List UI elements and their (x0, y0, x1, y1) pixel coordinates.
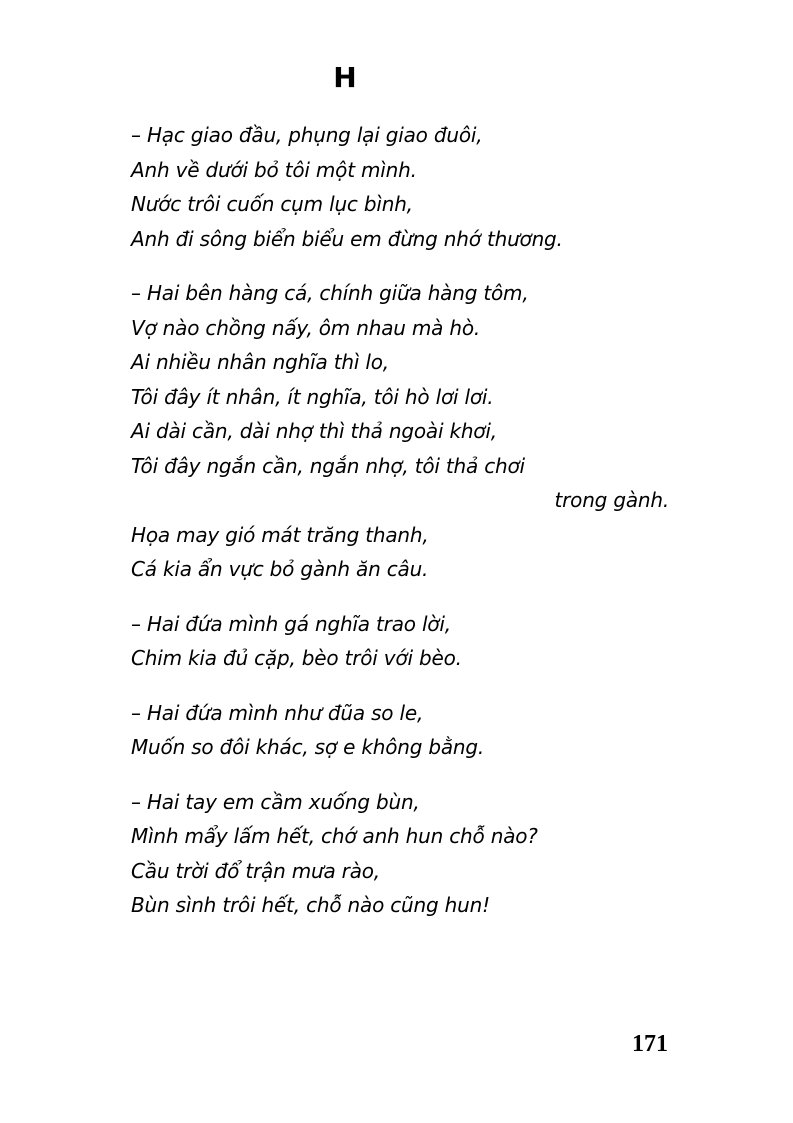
page-number: 171 (632, 1031, 668, 1057)
section-heading: H (333, 61, 357, 94)
poem-line: Ai dài cần, dài nhợ thì thả ngoài khơi, (131, 419, 497, 443)
poem-line: – Hạc giao đầu, phụng lại giao đuôi, (131, 123, 483, 147)
poem-line: Nước trôi cuốn cụm lục bình, (131, 192, 413, 216)
poem-line-continuation: trong gành. (554, 488, 669, 512)
poem-line: Vợ nào chồng nấy, ôm nhau mà hò. (131, 315, 481, 340)
poem-line: Ai nhiều nhân nghĩa thì lo, (131, 350, 389, 374)
stanza-1 (131, 118, 691, 256)
stanza-5 (131, 785, 691, 923)
poem-line: Cá kia ẩn vực bỏ gành ăn câu. (131, 557, 429, 581)
poem-line: Tôi đây ít nhân, ít nghĩa, tôi hò lơi lơi. (131, 384, 494, 409)
poem-line: – Hai bên hàng cá, chính giữa hàng tôm, (131, 281, 529, 305)
poem-line: – Hai đứa mình gá nghĩa trao lời, (131, 611, 451, 636)
poem-line: Chim kia đủ cặp, bèo trôi với bèo. (131, 646, 462, 670)
poem-line: – Hai đứa mình như đũa so le, (131, 700, 424, 725)
stanza-2 (131, 276, 691, 587)
stanza-3 (131, 607, 691, 676)
poem-line: Anh về dưới bỏ tôi một mình. (131, 157, 417, 182)
poem-line: Mình mẩy lấm hết, chớ anh hun chỗ nào? (131, 824, 538, 848)
poem-line: Họa may gió mát trăng thanh, (131, 522, 429, 547)
poem-line: Tôi đây ngắn cần, ngắn nhợ, tôi thả chơi (131, 453, 525, 478)
poem-line: Anh đi sông biển biểu em đừng nhớ thương. (131, 226, 563, 251)
poem-line: Cầu trời đổ trận mưa rào, (131, 858, 380, 883)
poem-line: Bùn sình trôi hết, chỗ nào cũng hun! (131, 893, 490, 917)
stanza-4 (131, 696, 691, 765)
poem-line: – Hai tay em cầm xuống bùn, (131, 789, 420, 814)
poem-line: Muốn so đôi khác, sợ e không bằng. (131, 735, 485, 759)
poem-body (131, 118, 691, 943)
